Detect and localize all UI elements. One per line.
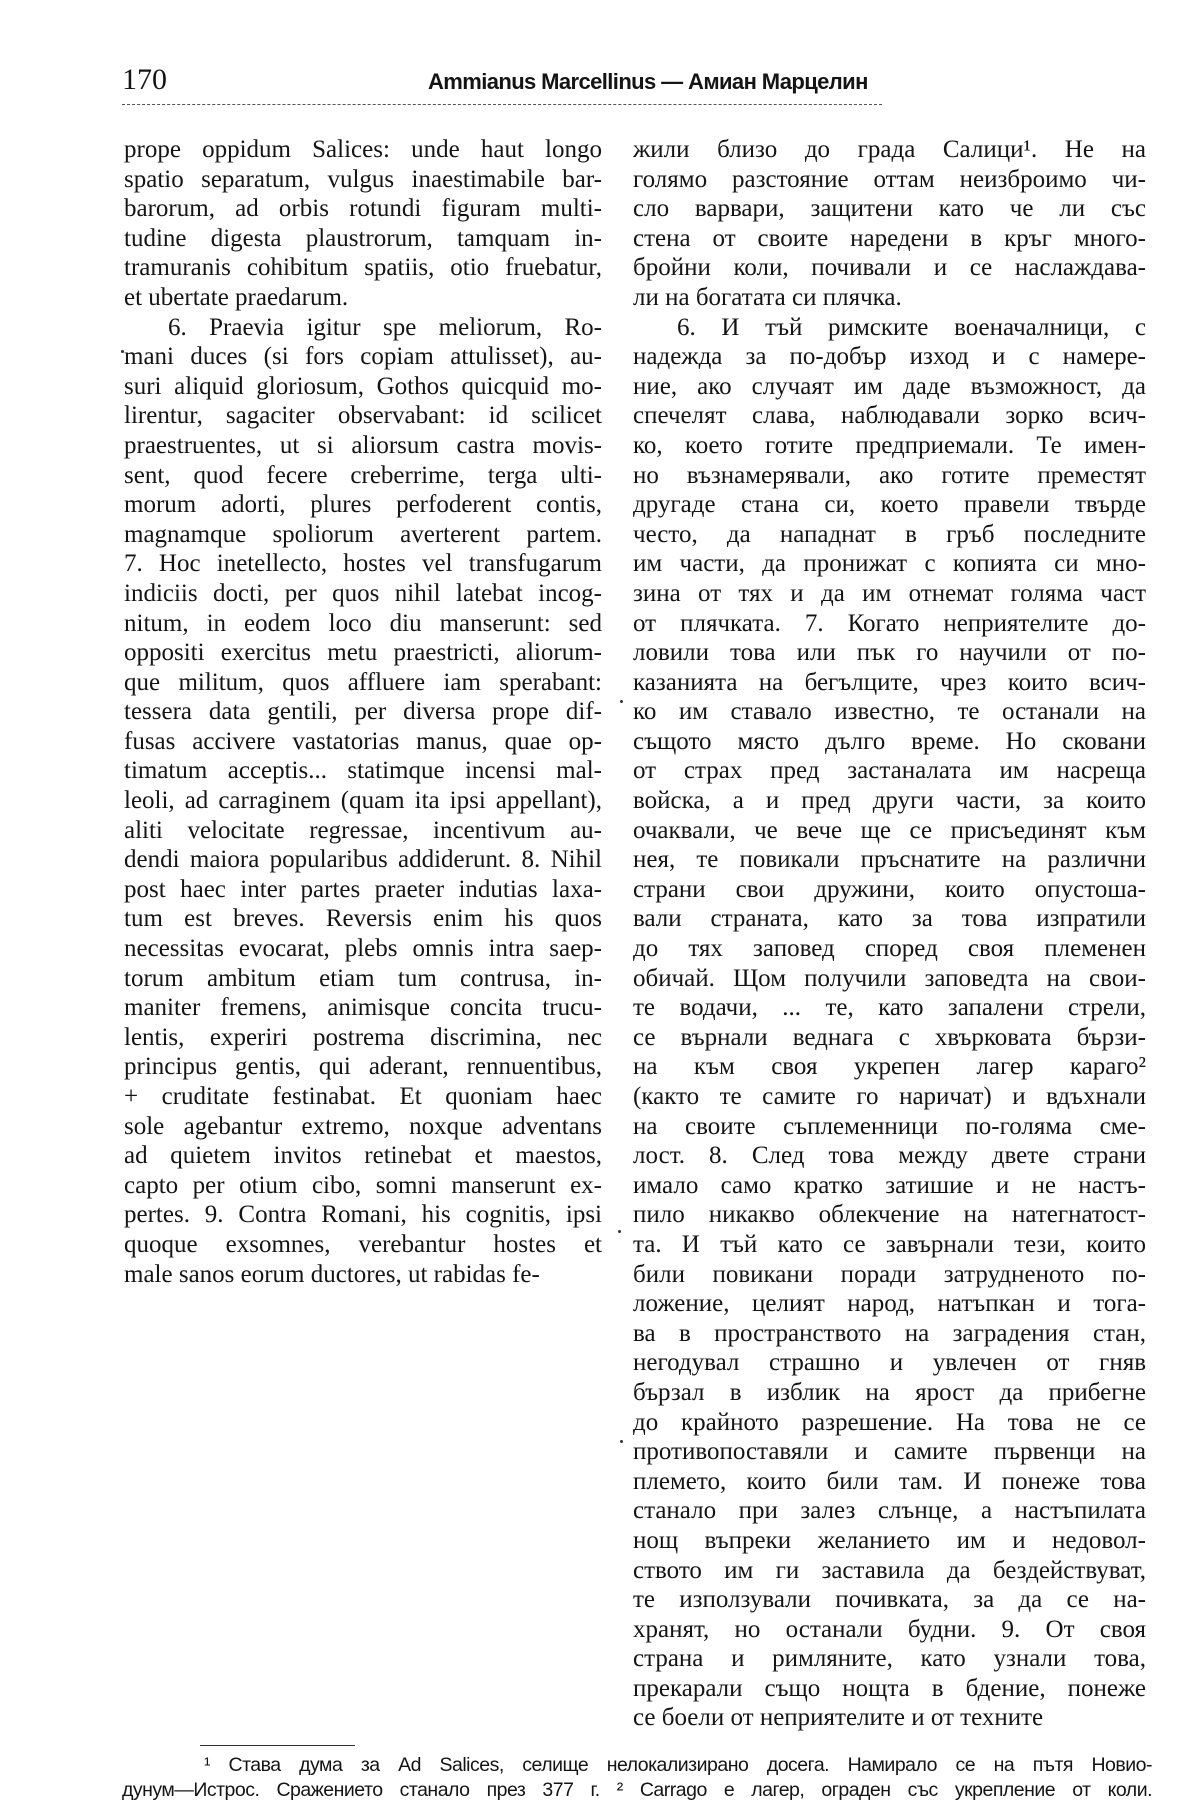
text-line: очаквали, че вече ще се присъединят към xyxy=(633,816,1146,844)
text-line: tramuranis cohibitum spatiis, otio fruebatur, xyxy=(124,254,602,282)
text-line: ва в пространството на заградения стан, xyxy=(633,1319,1146,1347)
text-line: до тях заповед според своя племенен xyxy=(633,935,1146,963)
text-line: прекарали също нощта в бдение, понеже xyxy=(633,1674,1146,1702)
scan-speck xyxy=(121,350,124,353)
footnote-line: дунум—Истрос. Сражението станало през 377 г. ² Carrago е лагер, ограден със укрепление от коли. xyxy=(122,1779,1152,1801)
text-line: sole agebantur extremo, noxque adventans xyxy=(124,1112,602,1140)
text-line: sent, quod fecere creberrime, terga ulti- xyxy=(124,461,602,489)
text-line: suri aliquid gloriosum, Gothos quicquid mo- xyxy=(124,372,602,400)
text-line: (както те самите го наричат) и вдъхнали xyxy=(633,1083,1146,1110)
scan-speck xyxy=(620,700,623,703)
text-line: пило никакво облекчение на натегнатост- xyxy=(633,1201,1146,1229)
text-line: от плячката. 7. Когато неприятелите до- xyxy=(633,609,1146,637)
text-line: бързал в изблик на ярост да прибегне xyxy=(633,1378,1146,1406)
text-line: morum adorti, plures perfoderent contis, xyxy=(124,491,602,519)
text-line: но възнамерявали, ако готите преместят xyxy=(633,461,1146,489)
text-line: indiciis docti, per quos nihil latebat incog- xyxy=(124,579,602,607)
text-line: leoli, ad carraginem (quam ita ipsi appellant), xyxy=(124,787,602,815)
text-line: другаде стана си, което правели твърде xyxy=(633,491,1146,519)
text-line: maniter fremens, animisque concita trucu- xyxy=(124,994,602,1022)
text-line: лост. 8. След това между двете страни xyxy=(633,1142,1146,1170)
text-line: от страх пред застаналата им насреща xyxy=(633,757,1146,785)
text-line: бройни коли, почивали и се наслаждава- xyxy=(633,254,1146,282)
text-line: ловили това или пък го научили от по- xyxy=(633,639,1146,667)
text-line: principus gentis, qui aderant, rennuentibus, xyxy=(124,1053,602,1081)
text-line: 6. Praevia igitur spe meliorum, Ro- xyxy=(168,313,602,341)
text-line: quoque exsomnes, verebantur hostes et xyxy=(124,1230,602,1258)
text-line: prope oppidum Salices: unde haut longo xyxy=(124,136,602,163)
page-number: 170 xyxy=(122,63,167,96)
text-line: спечелят слава, наблюдавали зорко всич- xyxy=(633,402,1146,430)
text-line: ли на богатата си плячка. xyxy=(633,283,902,311)
header-rule xyxy=(122,104,882,105)
text-line: ние, ако случаят им даде възможност, да xyxy=(633,372,1146,400)
text-line: mani duces (si fors copiam attulisset), au- xyxy=(124,343,602,371)
text-line: lirentur, sagaciter observabant: id scilicet xyxy=(124,402,602,430)
text-line: barorum, ad orbis rotundi figuram multi- xyxy=(124,195,602,223)
text-line: tudine digesta plaustrorum, tamquam in- xyxy=(124,224,602,252)
text-line: войска, а и пред други части, за които xyxy=(633,787,1146,815)
text-line: до крайното разрешение. На това не се xyxy=(633,1408,1146,1436)
text-line: често, да нападнат в гръб последните xyxy=(633,520,1146,548)
text-line: на към своя укрепен лагер караго² xyxy=(633,1053,1146,1081)
text-line: племето, които били там. И понеже това xyxy=(633,1467,1146,1495)
text-line: негодувал страшно и увлечен от гняв xyxy=(633,1349,1146,1377)
text-line: жили близо до града Салици¹. Не на xyxy=(633,136,1146,163)
text-line: хранят, но останали будни. 9. От своя xyxy=(633,1615,1146,1643)
text-line: ко, което готите предприемали. Те имен- xyxy=(633,431,1146,459)
text-line: pertes. 9. Contra Romani, his cognitis, ipsi xyxy=(124,1201,602,1229)
text-line: timatum acceptis... statimque incensi mal- xyxy=(124,757,602,785)
text-line: ко им ставало известно, те останали на xyxy=(633,698,1146,726)
text-line: се върнали веднага с хвърковата бързи- xyxy=(633,1023,1146,1051)
text-line: та. И тъй като се завърнали тези, които xyxy=(633,1230,1146,1258)
text-line: oppositi exercitus metu praestricti, aliorum- xyxy=(124,639,602,667)
text-line: нея, те повикали пръснатите на различни xyxy=(633,846,1146,874)
text-line: сло варвари, защитени като че ли със xyxy=(633,195,1146,223)
text-line: се боели от неприятелите и от техните xyxy=(633,1704,1044,1732)
scan-speck xyxy=(618,1230,621,1233)
footnote-line: ¹ Става дума за Ad Salices, селище нелокализирано досега. Намирало се на пътя Новио- xyxy=(204,1754,1152,1776)
text-line: dendi maiora popularibus addiderunt. 8. Nihil xyxy=(124,846,602,874)
text-line: nitum, in eodem loco diu manserunt: sed xyxy=(124,609,602,637)
text-line: на своите съплеменници по-голяма сме- xyxy=(633,1112,1146,1140)
text-line: противопоставяли и самите първенци на xyxy=(633,1438,1146,1466)
text-line: имало само кратко затишие и не настъ- xyxy=(633,1171,1146,1199)
text-line: tum est breves. Reversis enim his quos xyxy=(124,905,602,933)
text-line: et ubertate praedarum. xyxy=(124,283,349,311)
text-line: стена от своите наредени в кръг много- xyxy=(633,224,1146,252)
text-line: 6. И тъй римските военачалници, с xyxy=(677,313,1146,341)
scan-speck xyxy=(620,1440,623,1443)
text-line: tessera data gentili, per diversa prope dif- xyxy=(124,698,602,726)
footnote-rule xyxy=(200,1745,355,1746)
page-header xyxy=(122,62,1172,102)
text-line: aliti velocitate regressae, incentivum au- xyxy=(124,816,602,844)
text-line: que militum, quos affluere iam sperabant: xyxy=(124,668,602,696)
text-line: ложение, целият народ, натъпкан и тога- xyxy=(633,1290,1146,1318)
text-line: praestruentes, ut si aliorsum castra movis- xyxy=(124,431,602,459)
text-line: нощ въпреки желанието им и недовол- xyxy=(633,1526,1146,1554)
text-line: им части, да пронижат с копията си мно- xyxy=(633,550,1146,578)
text-line: necessitas evocarat, plebs omnis intra saep- xyxy=(124,935,602,963)
text-line: те водачи, ... те, като запалени стрели, xyxy=(633,994,1146,1022)
text-line: capto per otium cibo, somni manserunt ex- xyxy=(124,1171,602,1199)
text-line: magnamque spoliorum averterent partem. xyxy=(124,520,602,548)
text-line: + cruditate festinabat. Et quoniam haec xyxy=(124,1083,602,1110)
text-line: lentis, experiri postrema discrimina, nec xyxy=(124,1023,602,1051)
bulgarian-column xyxy=(633,135,1146,1733)
text-line: 7. Hoc inetellecto, hostes vel transfugarum xyxy=(124,550,602,578)
text-line: ad quietem invitos retinebat et maestos, xyxy=(124,1142,602,1170)
text-line: казанията на бегълците, чрез които всич- xyxy=(633,668,1146,696)
text-line: били повикани поради затрудненото по- xyxy=(633,1260,1146,1288)
text-line: те използували почивката, за да се на- xyxy=(633,1586,1146,1614)
text-line: страни свои дружини, които опустоша- xyxy=(633,875,1146,903)
text-line: spatio separatum, vulgus inaestimabile bar- xyxy=(124,165,602,193)
text-line: post haec inter partes praeter indutias laxa- xyxy=(124,875,602,903)
text-line: fusas accivere vastatorias manus, quae op- xyxy=(124,727,602,755)
footnotes xyxy=(122,1753,1152,1803)
text-line: вали страната, като за това изпратили xyxy=(633,905,1146,933)
running-title: Ammianus Marcellinus — Амиан Марцелин xyxy=(428,69,868,94)
text-line: male sanos eorum ductores, ut rabidas fe- xyxy=(124,1260,540,1288)
text-line: надежда за по-добър изход и с намере- xyxy=(633,343,1146,371)
text-line: ството им ги заставила да бездействуват, xyxy=(633,1556,1146,1584)
latin-column xyxy=(124,135,602,1289)
text-line: обичай. Щом получили заповедта на свои- xyxy=(633,964,1146,992)
text-line: torum ambitum etiam tum contrusa, in- xyxy=(124,964,602,992)
text-line: станало при залез слънце, а настъпилата xyxy=(633,1497,1146,1525)
text-line: зина от тях и да им отнемат голяма част xyxy=(633,579,1146,607)
text-line: страна и римляните, като узнали това, xyxy=(633,1645,1146,1673)
text-line: същото място дълго време. Но сковани xyxy=(633,727,1146,755)
text-line: голямо разстояние оттам неизброимо чи- xyxy=(633,165,1146,193)
